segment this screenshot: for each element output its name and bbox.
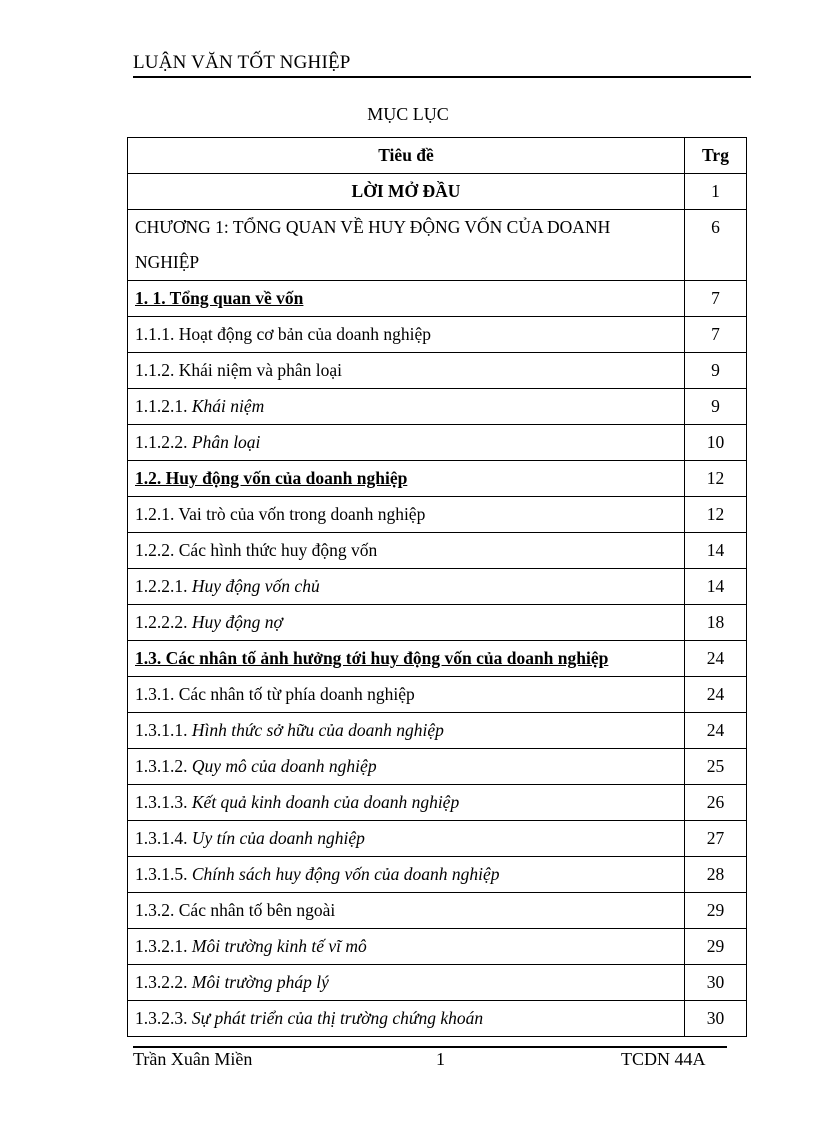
toc-row — [128, 281, 747, 317]
toc-entry-text: 1.1.1. Hoạt động cơ bản của doanh nghiệp — [135, 324, 431, 344]
toc-entry-number: 1.2.2.2. — [135, 612, 192, 632]
toc-entry-page: 7 — [685, 281, 747, 317]
footer-divider — [133, 1046, 727, 1048]
toc-entry-page: 29 — [685, 929, 747, 965]
toc-entry-page: 12 — [685, 497, 747, 533]
toc-entry-text: Kết quả kinh doanh của doanh nghiệp — [191, 792, 460, 812]
page-title: MỤC LỤC — [367, 104, 449, 124]
toc-row — [128, 1001, 747, 1037]
toc-entry-text: Môi trường kinh tế vĩ mô — [191, 936, 367, 956]
toc-entry-text: Quy mô của doanh nghiệp — [191, 756, 377, 776]
toc-entry-page: 24 — [685, 641, 747, 677]
toc-header-row — [128, 138, 747, 174]
footer-author: Trần Xuân Miền — [133, 1049, 253, 1069]
toc-entry-title — [128, 317, 685, 353]
toc-entry-page: 6 — [685, 210, 747, 281]
toc-entry-page: 9 — [685, 353, 747, 389]
footer-class-code: TCDN 44A — [621, 1049, 706, 1069]
toc-entry-title — [128, 461, 685, 497]
toc-row — [128, 461, 747, 497]
toc-entry-title — [128, 281, 685, 317]
footer-page-number: 1 — [436, 1049, 445, 1069]
toc-entry-page: 24 — [685, 677, 747, 713]
toc-entry-text: Huy động nợ — [191, 612, 283, 632]
toc-entry-title — [128, 533, 685, 569]
toc-entry-title — [128, 497, 685, 533]
toc-entry-text: 1.3.1. Các nhân tố từ phía doanh nghiệp — [135, 684, 415, 704]
toc-entry-number: 1.3.1.5. — [135, 864, 192, 884]
toc-entry-number: 1.1.2.2. — [135, 432, 192, 452]
toc-entry-title — [128, 893, 685, 929]
toc-entry-page: 10 — [685, 425, 747, 461]
toc-entry-text: Sự phát triển của thị trường chứng khoán — [191, 1008, 484, 1028]
toc-entry-text: 1.3.2. Các nhân tố bên ngoài — [135, 900, 336, 920]
running-header: LUẬN VĂN TỐT NGHIỆP — [133, 52, 751, 78]
toc-entry-number: 1.3.1.4. — [135, 828, 192, 848]
toc-row — [128, 353, 747, 389]
toc-row — [128, 929, 747, 965]
toc-entry-title — [128, 569, 685, 605]
toc-entry-text: 1.1.2. Khái niệm và phân loại — [135, 360, 343, 380]
toc-row — [128, 749, 747, 785]
toc-entry-number: 1.3.2.1. — [135, 936, 192, 956]
toc-row — [128, 785, 747, 821]
toc-entry-text: Hình thức sở hữu của doanh nghiệp — [191, 720, 444, 740]
toc-entry-title — [128, 857, 685, 893]
toc-entry-page: 24 — [685, 713, 747, 749]
toc-entry-text: 1. 1. Tổng quan về vốn — [135, 288, 304, 308]
toc-entry-text: LỜI MỞ ĐẦU — [351, 181, 461, 201]
toc-entry-page: 28 — [685, 857, 747, 893]
toc-entry-number: 1.3.1.2. — [135, 756, 192, 776]
toc-table — [127, 137, 747, 1037]
toc-entry-page: 18 — [685, 605, 747, 641]
toc-entry-page: 14 — [685, 569, 747, 605]
toc-row — [128, 425, 747, 461]
toc-entry-page: 30 — [685, 965, 747, 1001]
toc-entry-title — [128, 425, 685, 461]
toc-entry-title — [128, 605, 685, 641]
toc-entry-page: 9 — [685, 389, 747, 425]
toc-row — [128, 677, 747, 713]
toc-entry-text: 1.2.2. Các hình thức huy động vốn — [135, 540, 378, 560]
toc-row — [128, 605, 747, 641]
toc-entry-text: CHƯƠNG 1: TỔNG QUAN VỀ HUY ĐỘNG VỐN CỦA DOANH NGHIỆP — [135, 217, 611, 272]
toc-entry-text: Huy động vốn chủ — [191, 576, 320, 596]
toc-entry-title — [128, 929, 685, 965]
toc-row — [128, 497, 747, 533]
toc-entry-title — [128, 174, 685, 210]
toc-row — [128, 533, 747, 569]
toc-row — [128, 893, 747, 929]
toc-entry-page: 12 — [685, 461, 747, 497]
toc-entry-text: 1.2.1. Vai trò của vốn trong doanh nghiệp — [135, 504, 426, 524]
toc-row — [128, 389, 747, 425]
toc-entry-page: 25 — [685, 749, 747, 785]
toc-entry-title — [128, 210, 685, 281]
toc-entry-text: 1.2. Huy động vốn của doanh nghiệp — [135, 468, 408, 488]
toc-entry-page: 30 — [685, 1001, 747, 1037]
toc-row — [128, 965, 747, 1001]
toc-entry-title — [128, 677, 685, 713]
toc-entry-title — [128, 965, 685, 1001]
toc-entry-title — [128, 641, 685, 677]
col-page-header: Trg — [685, 138, 747, 174]
toc-entry-page: 29 — [685, 893, 747, 929]
toc-entry-text: Uy tín của doanh nghiệp — [191, 828, 365, 848]
toc-entry-number: 1.3.1.3. — [135, 792, 192, 812]
toc-row — [128, 857, 747, 893]
col-title-header: Tiêu đề — [128, 138, 685, 174]
toc-entry-text: Môi trường pháp lý — [191, 972, 329, 992]
toc-row — [128, 174, 747, 210]
toc-entry-page: 26 — [685, 785, 747, 821]
toc-entry-page: 1 — [685, 174, 747, 210]
toc-row — [128, 821, 747, 857]
toc-entry-number: 1.3.2.2. — [135, 972, 192, 992]
toc-entry-number: 1.1.2.1. — [135, 396, 192, 416]
toc-row — [128, 641, 747, 677]
toc-entry-text: Khái niệm — [191, 396, 265, 416]
toc-entry-title — [128, 821, 685, 857]
toc-entry-number: 1.3.2.3. — [135, 1008, 192, 1028]
toc-entry-title — [128, 1001, 685, 1037]
toc-row — [128, 569, 747, 605]
toc-entry-page: 14 — [685, 533, 747, 569]
toc-entry-page: 7 — [685, 317, 747, 353]
toc-row — [128, 713, 747, 749]
toc-entry-title — [128, 389, 685, 425]
toc-entry-number: 1.2.2.1. — [135, 576, 192, 596]
toc-row — [128, 317, 747, 353]
toc-entry-text: Phân loại — [191, 432, 261, 452]
toc-entry-page: 27 — [685, 821, 747, 857]
toc-entry-title — [128, 749, 685, 785]
toc-entry-text: 1.3. Các nhân tố ảnh hưởng tới huy động vốn của doanh nghiệp — [135, 648, 609, 668]
toc-entry-title — [128, 353, 685, 389]
toc-entry-title — [128, 785, 685, 821]
toc-row — [128, 210, 747, 281]
toc-entry-text: Chính sách huy động vốn của doanh nghiệp — [191, 864, 500, 884]
toc-entry-number: 1.3.1.1. — [135, 720, 192, 740]
toc-entry-title — [128, 713, 685, 749]
